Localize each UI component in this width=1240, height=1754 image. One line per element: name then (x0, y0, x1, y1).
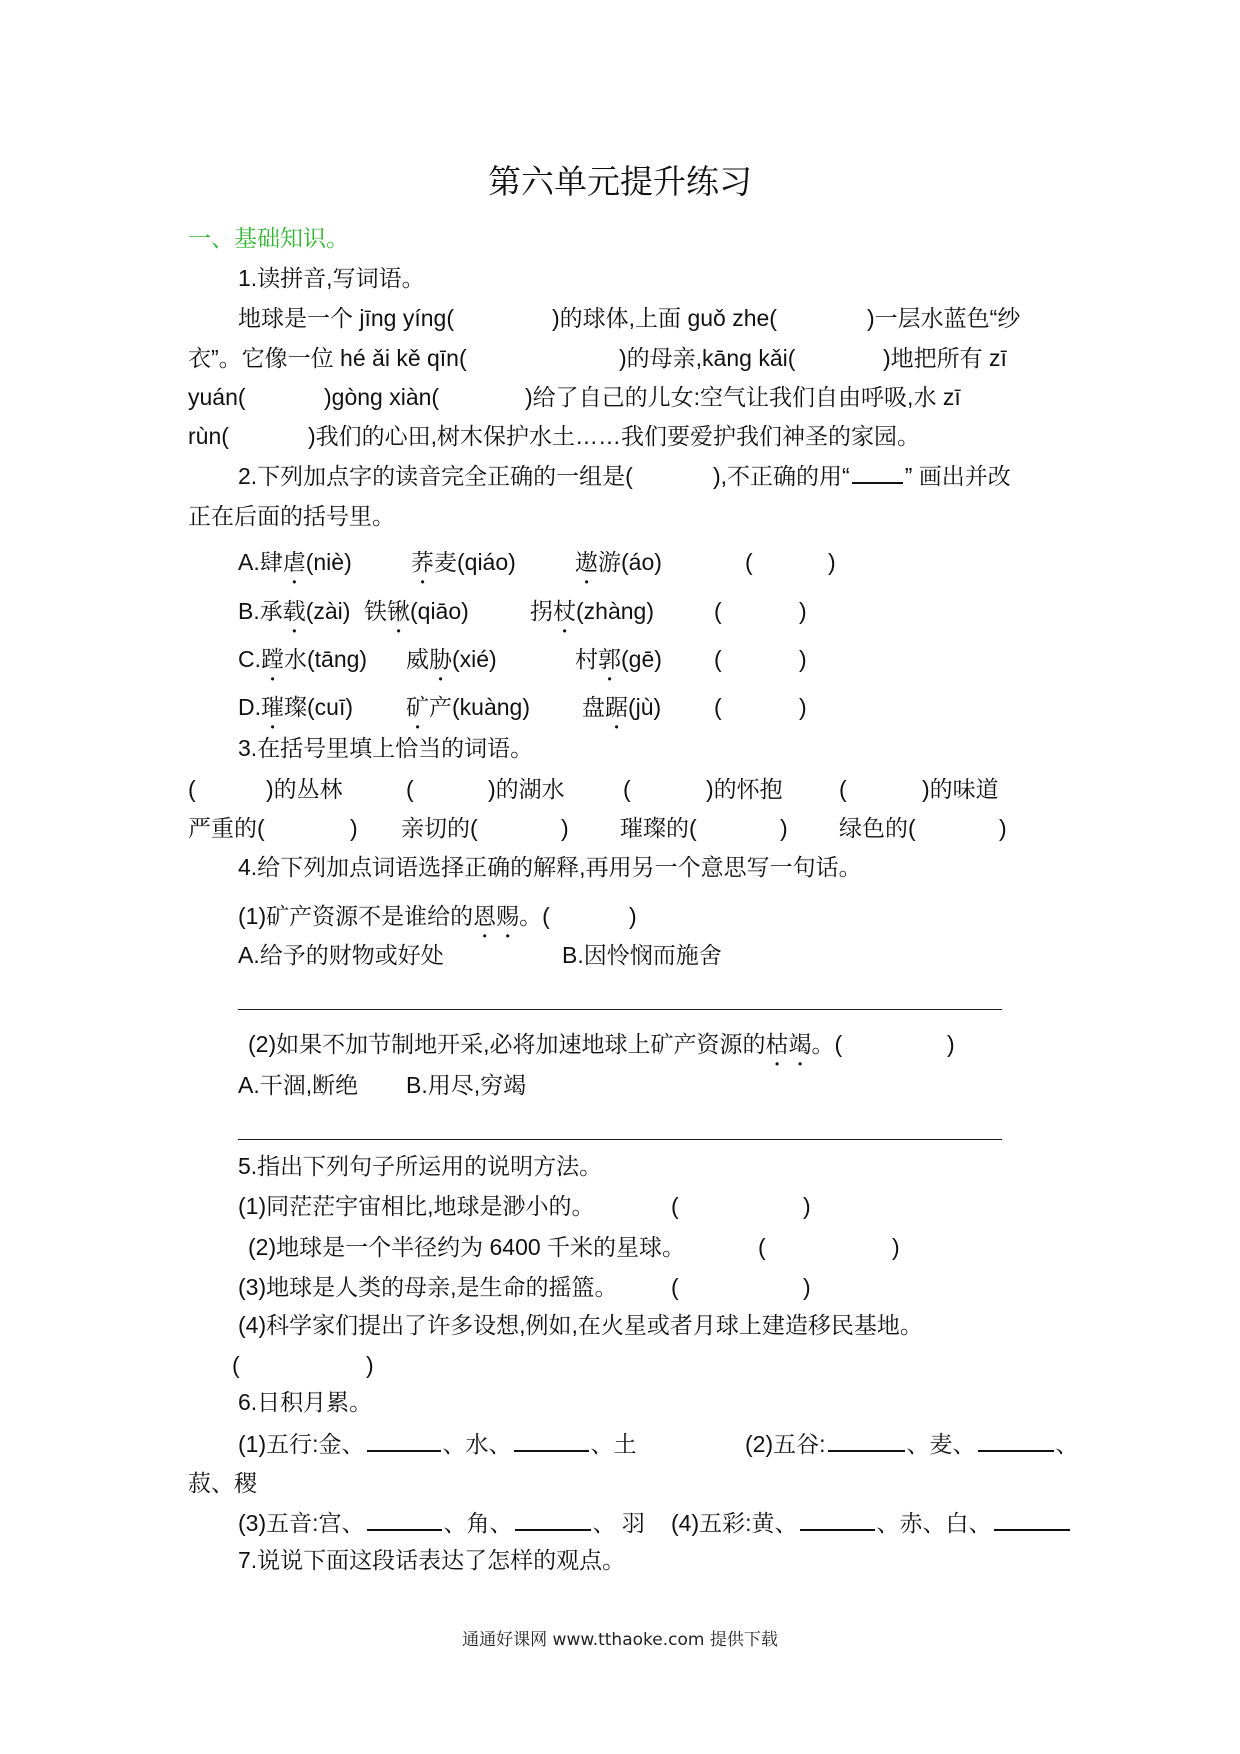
pinyin-segment: 衣”。它像一位 hé ǎi kě qīn( (188, 345, 467, 371)
fill-blank (367, 1430, 441, 1452)
pinyin-segment: 地球是一个 jīng yíng( (238, 305, 454, 331)
answer-paren-close: ) (999, 815, 1007, 841)
question-4-item-2-options (0, 1065, 1240, 1105)
answer-paren-open: ( (623, 776, 631, 802)
dotted-char: 载 (282, 598, 306, 624)
word-text: (xié) (452, 646, 497, 672)
option-word (364, 591, 469, 638)
question-1-title: 1.读拼音,写词语。 (238, 265, 425, 291)
dotted-char: 荞 (411, 549, 434, 575)
group-text: 、土 (590, 1431, 637, 1457)
pinyin-segment: rùn( (188, 423, 229, 449)
question-3-title: 3.在括号里填上恰当的词语。 (238, 735, 534, 761)
dotted-char: 矿 (406, 694, 429, 720)
option-a (0, 542, 1240, 582)
option-word (238, 687, 353, 734)
word-text: 拐 (530, 598, 553, 624)
stem-text: 。( (519, 903, 550, 929)
dotted-char: 蹚 (261, 646, 284, 672)
answer-paren-close: ) (366, 1352, 374, 1378)
answer-paren-close: ) (799, 694, 807, 720)
group-text: 、赤、白、 (876, 1510, 992, 1536)
question-5-item (0, 1267, 1240, 1307)
pinyin-line (0, 338, 1240, 378)
choice-b: B.用尽,穷竭 (406, 1072, 527, 1098)
word-text: D. (238, 694, 261, 720)
word-text: 游(áo) (598, 549, 662, 575)
dotted-char: 胁 (429, 646, 452, 672)
dotted-char: 虐 (282, 549, 306, 575)
pinyin-segment: )的母亲,kāng kǎi( (619, 345, 796, 371)
fill-row-1 (0, 769, 1240, 809)
group-text: 、 羽 (592, 1510, 645, 1536)
answer-line (238, 1139, 1002, 1140)
word-text: B.承 (238, 598, 283, 624)
fill-blank (514, 1430, 589, 1452)
option-word (530, 591, 654, 638)
answer-paren-close: ) (799, 598, 807, 624)
pinyin-segment: )给了自己的儿女:空气让我们自由呼吸,水 zī (525, 384, 961, 410)
pinyin-line (0, 377, 1240, 417)
dotted-char: 璀 (261, 694, 284, 720)
question-4-item-1 (0, 896, 1240, 936)
item-text: (3)地球是人类的母亲,是生命的摇篮。 (238, 1274, 618, 1300)
word-text: 铁 (364, 598, 387, 624)
fill-blank (515, 1509, 591, 1531)
wuxing-group (238, 1424, 637, 1464)
option-word (575, 542, 662, 589)
question-2-stem-part: 正在后面的括号里。 (188, 503, 395, 529)
word-text: 盘 (582, 694, 605, 720)
option-word (238, 542, 352, 589)
word-text: (zhàng) (576, 598, 654, 624)
pinyin-line (0, 298, 1240, 338)
answer-paren-open: ( (758, 1234, 766, 1260)
answer-paren-close: ) (828, 549, 836, 575)
answer-paren-open: ( (188, 776, 196, 802)
option-word (238, 591, 350, 638)
answer-paren-open: ( (745, 549, 753, 575)
question-7-title: 7.说说下面这段话表达了怎样的观点。 (238, 1547, 626, 1573)
answer-paren-close: ) (892, 1234, 900, 1260)
fill-row-2 (0, 808, 1240, 848)
pinyin-line (0, 416, 1240, 456)
fill-phrase: 严重的( (188, 815, 265, 841)
option-d (0, 687, 1240, 727)
answer-paren-open: ( (714, 646, 722, 672)
fill-phrase: )的味道 (922, 776, 999, 802)
question-5-title: 5.指出下列句子所运用的说明方法。 (238, 1153, 603, 1179)
fill-blank (994, 1509, 1070, 1531)
question-2-stem (0, 456, 1240, 496)
worksheet-title: 第六单元提升练习 (488, 162, 752, 201)
fill-phrase: )的湖水 (488, 776, 565, 802)
answer-paren-close: ) (350, 815, 358, 841)
group-text: (1)五行:金、 (238, 1431, 365, 1457)
word-text: (gē) (621, 646, 662, 672)
fill-blank (800, 1509, 875, 1531)
question-5-item (0, 1227, 1240, 1267)
question-6-title: 6.日积月累。 (238, 1389, 373, 1415)
answer-paren-open: ( (839, 776, 847, 802)
word-text: 威 (406, 646, 429, 672)
answer-paren-close: ) (629, 903, 637, 929)
underline-sample (852, 462, 903, 484)
word-text: 村 (575, 646, 598, 672)
question-2-stem-part (713, 456, 1011, 496)
fill-phrase: 亲切的( (401, 815, 478, 841)
pinyin-segment: )地把所有 zī (883, 345, 1007, 371)
word-text: 水(tāng) (284, 646, 368, 672)
stem-text: (2)如果不加节制地开采,必将加速地球上矿产资源的 (248, 1031, 766, 1057)
stem-text: (1)矿产资源不是谁给的 (238, 903, 474, 929)
question-6-row-1-cont (0, 1463, 1240, 1503)
fill-phrase: 璀璨的( (620, 815, 697, 841)
answer-paren-close: ) (799, 646, 807, 672)
dotted-char: 郭 (598, 646, 621, 672)
option-word (411, 542, 516, 589)
question-3-title-row (0, 728, 1240, 768)
pinyin-segment: )gòng xiàn( (324, 384, 440, 410)
choice-a: A.干涸,断绝 (238, 1072, 359, 1098)
answer-paren-open: ( (714, 694, 722, 720)
wucai-group (671, 1503, 1072, 1543)
question-6-title-row (0, 1382, 1240, 1422)
question-2-stem-text: ” 画出并改 (904, 463, 1011, 489)
group-text: (2)五谷: (745, 1431, 826, 1457)
dotted-char: 锹 (387, 598, 410, 624)
fill-blank (367, 1509, 442, 1531)
fill-blank (978, 1430, 1054, 1452)
stem-text: 。( (811, 1031, 843, 1057)
wugu-group (745, 1424, 1079, 1464)
question-1-title-row (0, 258, 1240, 298)
option-b (0, 591, 1240, 631)
group-text: (3)五音:宫、 (238, 1510, 365, 1536)
question-2-stem-part: 2.下列加点字的读音完全正确的一组是( (238, 463, 633, 489)
word-text: 麦(qiáo) (434, 549, 516, 575)
item-stem (248, 1024, 842, 1071)
answer-paren-close: ) (803, 1193, 811, 1219)
question-5-title-row (0, 1146, 1240, 1186)
answer-paren-open: ( (671, 1193, 679, 1219)
question-5-item (0, 1305, 1240, 1345)
dotted-char: 遨 (575, 549, 598, 575)
question-7-title-row (0, 1540, 1240, 1580)
dotted-word: 枯竭 (765, 1031, 812, 1057)
question-6-row-2 (0, 1503, 1240, 1543)
word-text: C. (238, 646, 261, 672)
option-c (0, 639, 1240, 679)
item-text: (4)科学家们提出了许多设想,例如,在火星或者月球上建造移民基地。 (238, 1312, 923, 1338)
group-text: 菽、稷 (188, 1470, 257, 1496)
word-text: 璨(cuī) (284, 694, 353, 720)
question-5-item-answer (0, 1345, 1240, 1385)
fill-phrase: )的怀抱 (706, 776, 783, 802)
group-text: 、 (1055, 1431, 1079, 1457)
pinyin-segment: )我们的心田,树木保护水土……我们要爱护我们神圣的家园。 (308, 423, 921, 449)
question-4-title-row (0, 847, 1240, 887)
section-heading-row (0, 218, 1240, 258)
answer-paren-open: ( (232, 1352, 240, 1378)
word-text: (niè) (305, 549, 352, 575)
answer-paren-close: ) (561, 815, 569, 841)
question-4-item-1-options (0, 935, 1240, 975)
answer-paren-open: ( (714, 598, 722, 624)
group-text: 、水、 (442, 1431, 512, 1457)
fill-phrase: )的丛林 (266, 776, 343, 802)
question-4-item-2 (0, 1024, 1240, 1064)
choice-b: B.因怜悯而施舍 (562, 942, 722, 968)
item-text: (1)同茫茫宇宙相比,地球是渺小的。 (238, 1193, 595, 1219)
dotted-char: 杖 (553, 598, 576, 624)
pinyin-segment: )的球体,上面 guǒ zhe( (552, 305, 777, 331)
dotted-word: 恩赐 (473, 903, 520, 929)
option-word (582, 687, 661, 734)
question-6-row-1 (0, 1424, 1240, 1464)
group-text: 、角、 (443, 1510, 513, 1536)
answer-line (238, 1009, 1002, 1010)
answer-paren-open: ( (406, 776, 414, 802)
word-text: (jù) (628, 694, 662, 720)
group-text: (4)五彩:黄、 (671, 1510, 798, 1536)
answer-paren-close: ) (947, 1031, 955, 1057)
footer-source: 通通好课网 www.tthaoke.com 提供下载 (462, 1630, 778, 1650)
dotted-char: 踞 (605, 694, 628, 720)
section-heading: 一、基础知识。 (188, 225, 349, 251)
option-word (406, 639, 497, 686)
fill-blank (828, 1430, 905, 1452)
pinyin-segment: yuán( (188, 384, 246, 410)
word-text: (zài) (305, 598, 351, 624)
question-2-stem-cont (0, 496, 1240, 536)
question-5-item (0, 1186, 1240, 1226)
question-2-stem-text: ),不正确的用“ (713, 463, 850, 489)
answer-paren-close: ) (780, 815, 788, 841)
pinyin-segment: )一层水蓝色“纱 (867, 305, 1021, 331)
word-text: A.肆 (238, 549, 283, 575)
option-word (238, 639, 367, 686)
option-word (406, 687, 530, 734)
answer-paren-open: ( (671, 1274, 679, 1300)
item-text: (2)地球是一个半径约为 6400 千米的星球。 (248, 1234, 686, 1260)
question-4-title: 4.给下列加点词语选择正确的解释,再用另一个意思写一句话。 (238, 854, 862, 880)
word-text: 产(kuàng) (429, 694, 530, 720)
word-text: (qiāo) (410, 598, 469, 624)
option-word (575, 639, 662, 686)
answer-paren-close: ) (803, 1274, 811, 1300)
wuyin-group (238, 1503, 645, 1543)
choice-a: A.给予的财物或好处 (238, 942, 444, 968)
fill-phrase: 绿色的( (839, 815, 916, 841)
group-text: 、麦、 (906, 1431, 976, 1457)
